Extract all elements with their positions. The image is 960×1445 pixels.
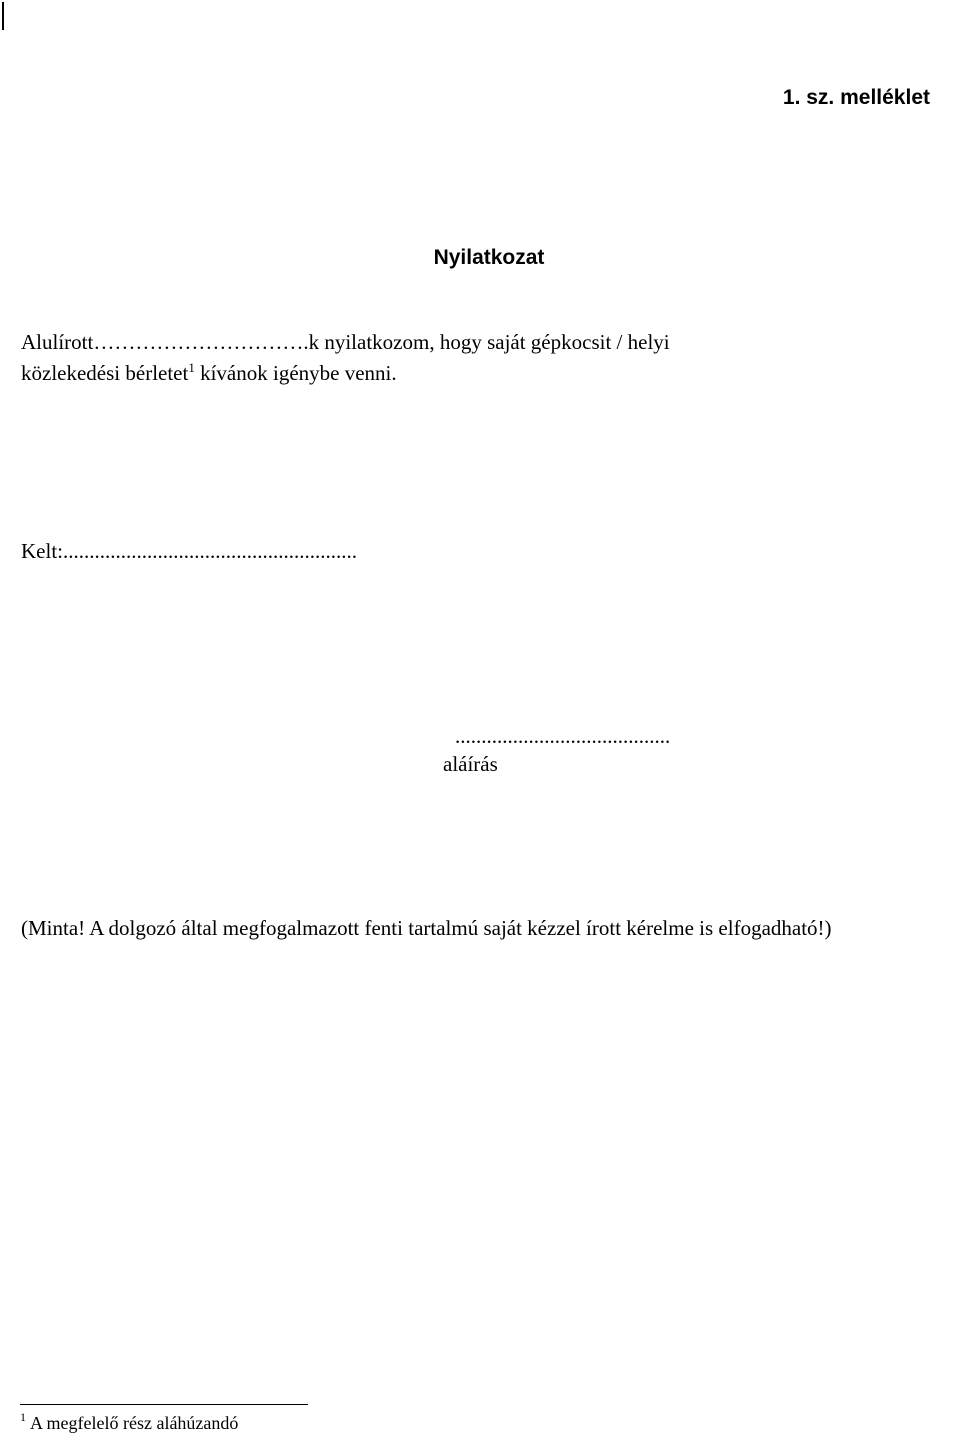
footnote [20, 1410, 239, 1434]
text-cursor-mark [2, 2, 4, 30]
annex-label: 1. sz. melléklet [782, 86, 930, 109]
footnote-separator [20, 1404, 308, 1405]
statement-prefix: Alulírott………………………….k nyilatkozom, hogy saját gépkocsit / helyi [21, 330, 670, 354]
footnote-number: 1 [20, 1410, 26, 1424]
statement-line-2: közlekedési bérletet$^1$ kívánok igénybe venni. [21, 360, 397, 385]
signature-label: aláírás [443, 752, 498, 776]
statement-paragraph [21, 327, 935, 389]
date-field: Kelt:........................................................ [21, 539, 357, 563]
document-title: Nyilatkozat [433, 246, 545, 269]
name-blank: …………………………. [93, 330, 309, 354]
signature-line: ......................................... [455, 724, 671, 748]
sample-note: (Minta! A dolgozó által megfogalmazott fenti tartalmú saját kézzel írott kérelme is elfogadható!) [21, 916, 832, 940]
footnote-reference: 1 [188, 360, 195, 375]
signature-block [443, 722, 671, 778]
statement-line-1 [21, 327, 935, 358]
footnote-text: A megfelelő rész aláhúzandó [30, 1413, 239, 1433]
